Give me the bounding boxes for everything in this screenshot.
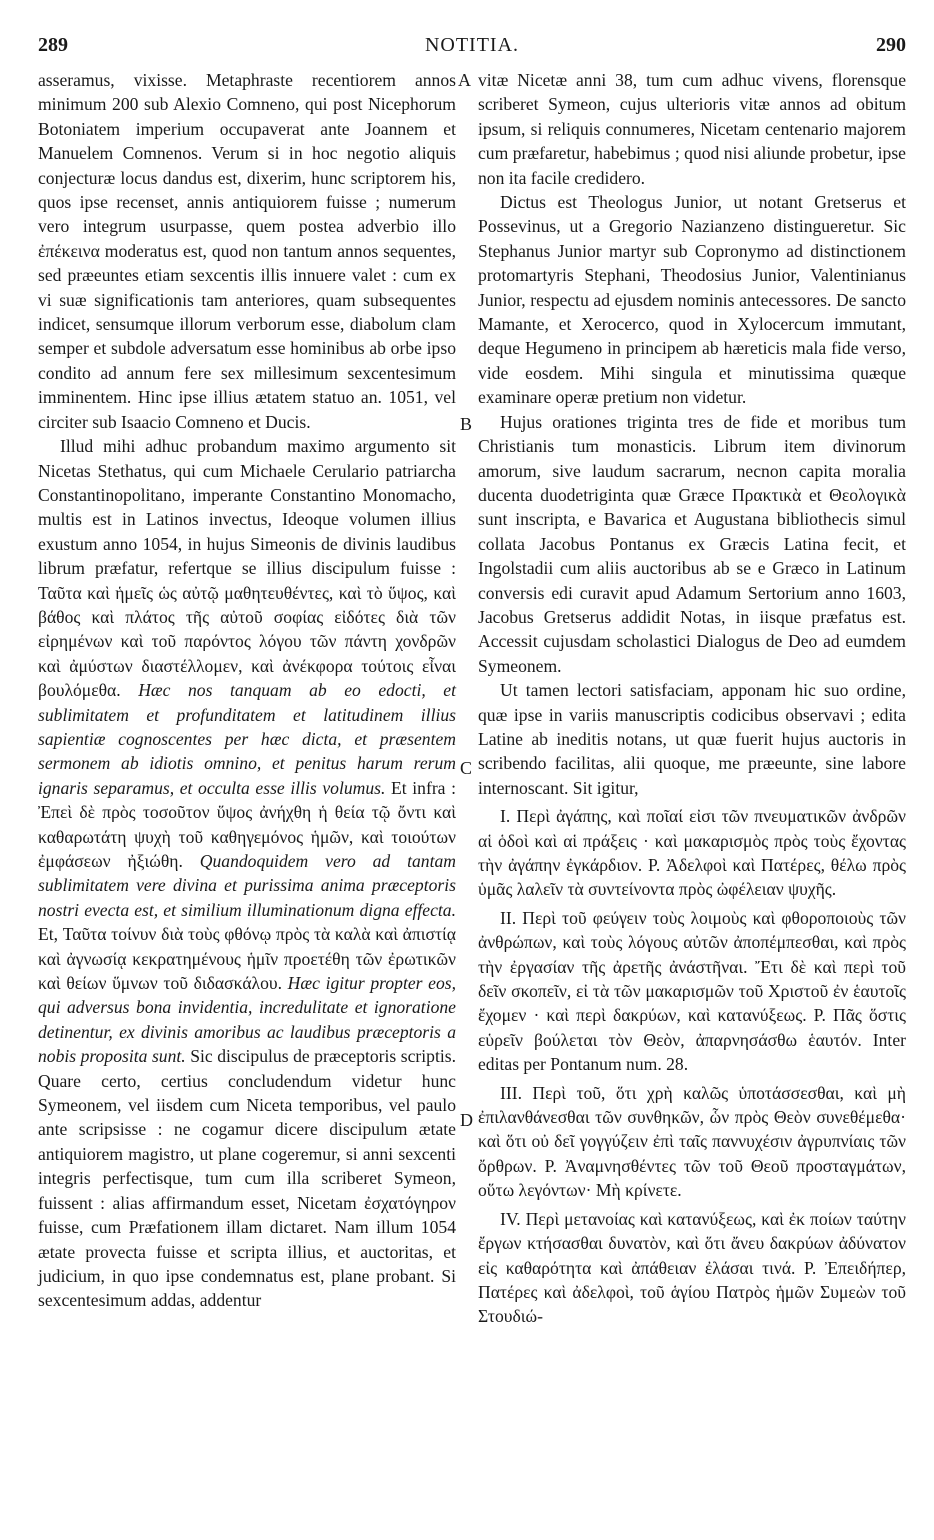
left-paragraph-2-italic-2: Quandoquidem vero ad tantam sublimitatem vere divina et purissima anima præceptoris nostri evecta est, et similium illuminationum digna effecta. [38,851,456,920]
list-item-3: III. Περὶ τοῦ, ὅτι χρὴ καλῶς ὑποτάσσεσθαι, καὶ μὴ ἐπιλανθάνεσθαι τῶν συνθηκῶν, ὧν πρὸς Θεὸν συνεθέμεθα· καὶ ὅτι οὐ δεῖ γογγύζειν ἐπὶ ταῖς παννυχέσιν ἀγρυπνίαις τῶν ὄρθρων. P. Ἀναμνησθέντες τῶν τοῦ Θεοῦ προσταγμάτων, οὕτω λεγόντων· Μὴ κρίνετε. [478,1082,906,1201]
margin-letter-b: B [460,414,473,434]
list-item-1: I. Περὶ ἀγάπης, καὶ ποῖαί εἰσι τῶν πνευματικῶν ἀνδρῶν αἱ ὁδοὶ καὶ αἱ πράξεις · καὶ μακαρισμὸς πρὸς τοὺς ἔχοντας τὴν ἀγάπην ἐγκάρδιον. P. Ἀδελφοὶ καὶ Πατέρες, θέλω πρὸς ὑμᾶς λαλεῖν τὰ συντείνοντα πρὸς ὠφέλειαν ψυχῆς. [478,806,906,900]
list-item-4: IV. Περὶ μετανοίας καὶ κατανύξεως, καὶ ἐκ ποίων ταύτην ἔργων κτήσασθαι δυνατὸν, καὶ ὅτι ἄνευ δακρύων ἀδύνατον εἰς καθαρότητα καὶ ἀπάθειαν ἐλάσαι τινά. P. Ἐπειδήπερ, Πατέρες καὶ ἀδελφοὶ, τοῦ ἁγίου Πατρὸς ἡμῶν Συμεὼν τοῦ Στουδιώ- [478,1208,906,1327]
left-paragraph-2-text-d: Sic discipulus de præceptoris scriptis. Quare certo, certius concludendum videtur hunc Symeonem, vel iisdem cum Niceta temporibus, vel paulo ante scripsisse : ne cogamur dicere discipulum ætate antiquiorem magistro, ut plane cogeremur, si anni sexcenti integris perfectisque, tum cum illa scriberet Symeon, fuissent : alias affirmandum esset, Nicetam ἐσχατόγηρον fuisse, cum Præfationem illam dictaret. Nam illum 1054 ætate provecta fuisse et scripta illius, et auctoritas, et judicium, in quo ipse condemnatus est, plane probant. Si sexcentesimum addas, addentur [38,1046,456,1311]
page-number-left: 289 [38,34,68,56]
margin-letter-d: D [460,1110,473,1130]
right-paragraph-3: Hujus orationes triginta tres de fide et moribus tum Christianis tum monasticis. Librum item divinorum amorum, sive laudum sacrarum, necnon capita moralia ducenta duodetriginta quæ Græce Πρακτικὰ et Θεολογικὰ sunt inscripta, e Bavarica et Augustana bibliothecis simul collata Jacobus Pontanus ex Græcis Latina fecit, et Ingolstadii cum aliis auctoribus ab se e Græco in Latinum conversis edi curavit apud Adamum Sertorium anno 1603, Jacobus Gretserus addidit Notas, in iisque præfatus est. Accessit cujusdam scholastici Dialogus de Deo ad eumdem Symeonem. [478,411,906,676]
left-paragraph-1: asseramus, vixisse. Metaphraste recentiorem annos minimum 200 sub Alexio Comneno, qui post Nicephorum Botoniatem imperium occupaverat ante Joannem et Manuelem Comnenos. Verum si in hoc negotio aliquis conjecturæ locus dandus est, dixerim, hunc scriptorem his, quos ipse recenset, annis antiquiorem fuisse ; numerum vero integrum usurpasse, quem postea adverbio illo ἐπέκεινα moderatus est, quod non tantum annos sequentes, sed præeuntes etiam sexcentis illis innuere valet : cum ex vi suæ significationis tam anteriores, quam subsequentes indicet, sensumque illorum verborum esse, diabolum clam semper et subdole adversatum esse hominibus ab orbe ipso condito ad annum fere sex millesimum sexcentesimum imminentem. Hinc ipse illius ætatem statuo an. 1051, vel circiter sub Isaacio Comneno et Ducis. [38,70,456,432]
right-column [478,68,906,1329]
left-paragraph-2-italic-3: Hæc igitur propter eos, qui adversus bona invidentia, incredulitate et ignoratione detinentur, ex divinis amoribus ac laudibus præceptoris a nobis proposita sunt. [38,973,456,1067]
left-paragraph-2 [38,434,456,1313]
right-paragraph-2: Dictus est Theologus Junior, ut notant Gretserus et Possevinus, ut a Gregorio Nazianzeno distingueretur. Sic Stephanus Junior martyr sub Copronymo ad distinctionem protomartyris Stephani, Theodosius Junior, Valentinianus Junior, respectu ad ejusdem nominis antecessores. De sancto Mamante, et Xerocerco, quod in Xylocercum immutant, deque Hegumeno in principem ab hæreticis mala fide verso, vide eosdem. Mihi singula et minutissima quæque examinare operæ pretium non videtur. [478,192,906,408]
running-head [38,34,906,64]
left-paragraph-2-text-a: Illud mihi adhuc probandum maximo argumento sit Nicetas Stethatus, qui cum Michaele Cerulario patriarcha Constantinopolitano, imperante Constantino Monomacho, multis est in Latinos invectus, Ideoque volumen illius exustum anno 1054, in hujus Simeonis de divinis laudibus librum præfatur, refertque se illius discipulum fuisse : Ταῦτα καὶ ἡμεῖς ὡς αὐτῷ μαθητευθέντες, καὶ τὸ ὕψος, καὶ βάθος καὶ πλάτος τῆς αὐτοῦ σοφίας εἰδότες διὰ τῶν εἰρημένων καὶ τοῦ παρόντος λόγου τῶν πάντη χονδρῶν καὶ ἀμύστων διαστέλλομεν, καὶ ἀνέκφορα τούτοις εἶναι βουλόμεθα. [38,436,456,701]
left-paragraph-2-text-b: Et infra : Ἐπεὶ δὲ πρὸς τοσοῦτον ὕψος ἀνήχθη ἡ θεία τῷ ὄντι καὶ καθαρωτάτη ψυχὴ τοῦ καθηγεμόνος ἡμῶν, καὶ τοιούτων ἐμφάσεων ἠξιώθη. [38,777,456,871]
list-item-2: II. Περὶ τοῦ φεύγειν τοὺς λοιμοὺς καὶ φθοροποιοὺς τῶν ἀνθρώπων, καὶ τοὺς λόγους αὐτῶν ἀποπέμπεσθαι, καὶ πρὸς τὴν ἐργασίαν τῆς ἀρετῆς ἀνάστῆναι. Ἔτι δὲ καὶ περὶ τοῦ δεῖν σκοπεῖν, εἰ τὰ τῶν μακαρισμῶν τοῦ Χριστοῦ ἐν ἑαυτοῖς ἔχομεν · καὶ περὶ δακρύων, καὶ κατανύξεως. P. Πᾶς ὅστις εὑρεῖν βούλεται τὸν Θεὸν, ἀπαρνησάσθω ἑαυτόν. Inter editas per Pontanum num. 28. [478,907,906,1075]
margin-letter-c: C [460,758,473,778]
left-paragraph-2-text-c: Et, Ταῦτα τοίνυν διὰ τοὺς φθόνῳ πρὸς τὰ καλὰ καὶ ἀπιστίᾳ καὶ ἀγνωσίᾳ κεκρατημένους ἡμῖν προετέθη τῶν ἐρωτικῶν καὶ θείων ὕμνων τοῦ διδασκάλου. [38,924,456,994]
left-column [38,68,456,1313]
right-paragraph-4: Ut tamen lectori satisfaciam, apponam hic suo ordine, quæ ipse in variis manuscriptis codicibus observavi ; edita Latine ab ineditis notans, ut quæ fuerit hujus auctoris in scribendo facilitas, alii quoque, me præeunte, sine labore internoscant. Sit igitur, [478,680,906,798]
page-number-right: 290 [876,34,906,56]
margin-letter-a: A [458,70,471,90]
right-paragraph-1: vitæ Nicetæ anni 38, tum cum adhuc vivens, florensque scriberet Symeon, cujus ulterioris vitæ annos ad obitum ipsum, si reliquis connumeres, Nicetam centenario majorem cum præfaretur, habebimus ; quod nisi aliunde probetur, ipse non ita facile credidero. [478,70,906,188]
left-paragraph-2-italic-1: Hæc nos tanquam ab eo edocti, et sublimitatem et profunditatem et latitudinem illius sapientiæ cognoscentes per hæc dicta, et præsentem sermonem ab idiotis omnino, et penitus harum rerum ignaris separamus, et occulta esse illis volumus. [38,680,456,798]
page-title: NOTITIA. [424,34,520,56]
